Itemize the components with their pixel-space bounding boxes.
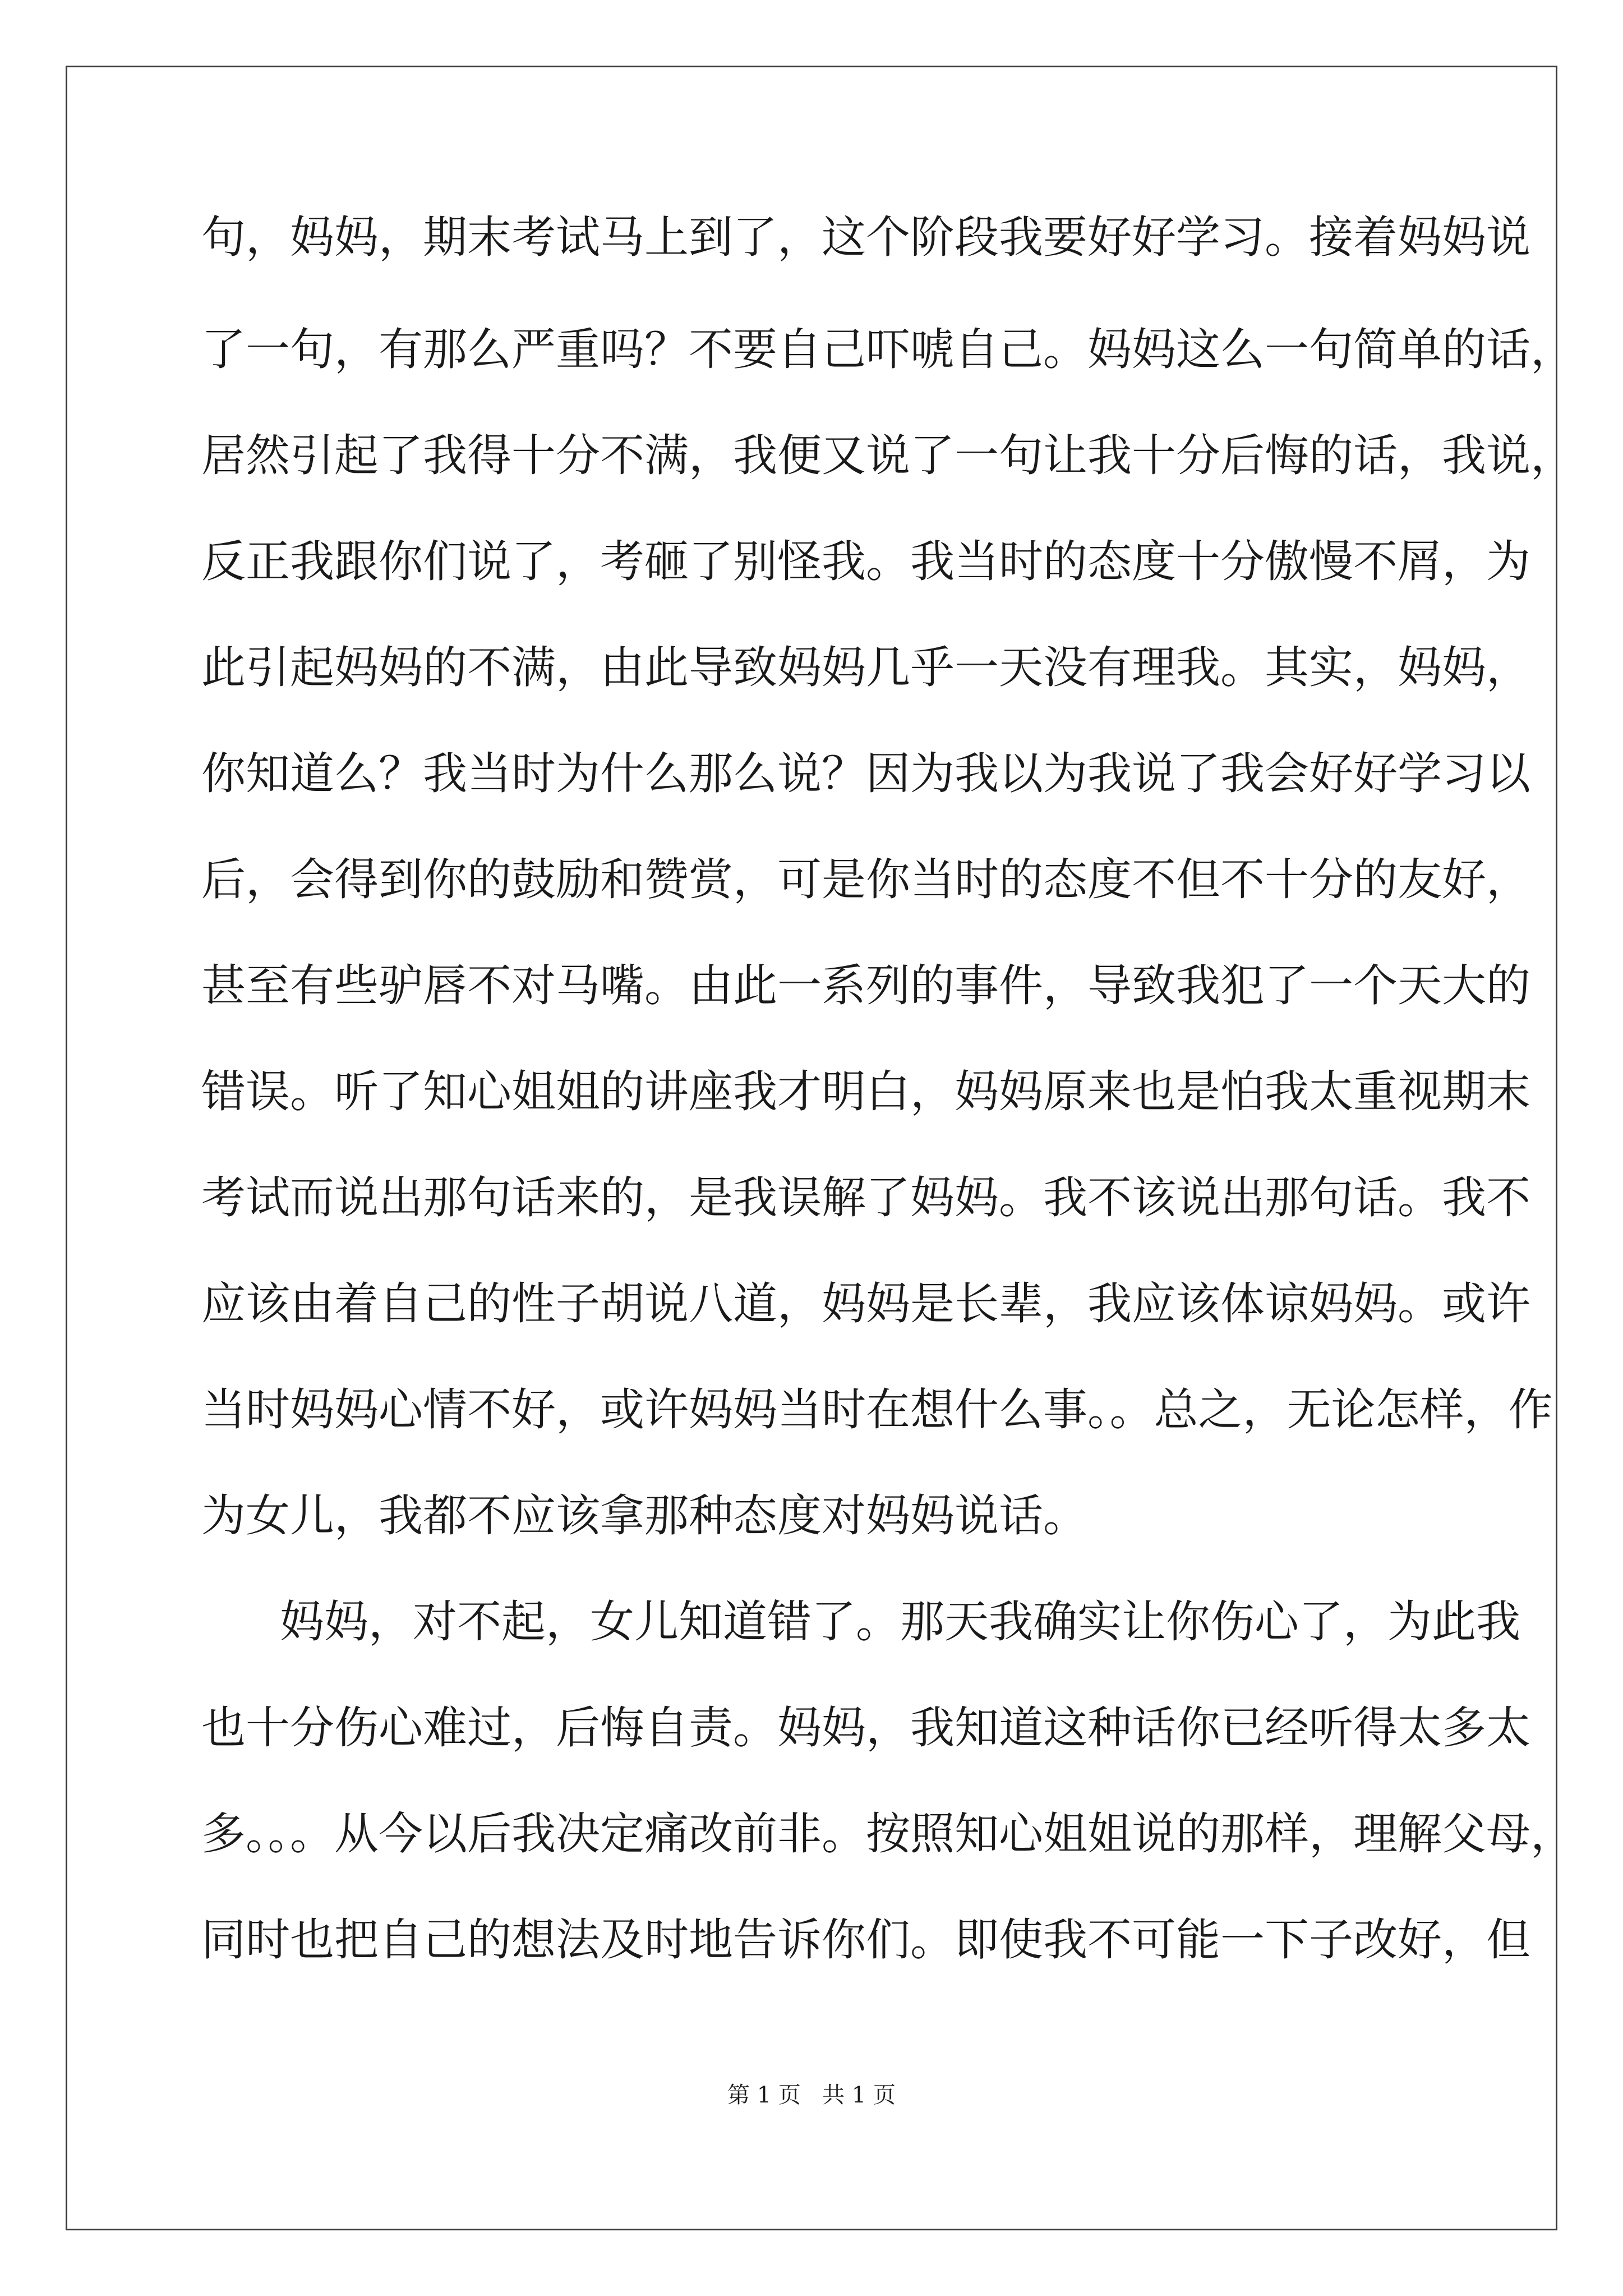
text-line: 错误。听了知心姐姐的讲座我才明白，妈妈原来也是怕我太重视期末 [201, 1066, 1530, 1117]
text-line: 同时也把自己的想法及时地告诉你们。即使我不可能一下子改好，但 [201, 1914, 1530, 1966]
text-line: 考试而说出那句话来的，是我误解了妈妈。我不该说出那句话。我不 [201, 1172, 1530, 1223]
text-line: 应该由着自己的性子胡说八道，妈妈是长辈，我应该体谅妈妈。或许 [201, 1278, 1530, 1329]
text-line: 后，会得到你的鼓励和赞赏，可是你当时的态度不但不十分的友好， [201, 854, 1530, 905]
text-line: 句，妈妈，期末考试马上到了，这个阶段我要好好学习。接着妈妈说 [201, 211, 1530, 263]
text-line: 你知道么？我当时为什么那么说？因为我以为我说了我会好好学习以 [201, 748, 1530, 799]
text-line: 多。。。从今以后我决定痛改前非。按照知心姐姐说的那样，理解父母， [201, 1808, 1575, 1860]
text-line: 了一句，有那么严重吗？不要自己吓唬自己。妈妈这么一句简单的话， [201, 324, 1575, 375]
text-line: 甚至有些驴唇不对马嘴。由此一系列的事件，导致我犯了一个天大的 [201, 960, 1530, 1011]
text-line: 反正我跟你们说了，考砸了别怪我。我当时的态度十分傲慢不屑，为 [201, 536, 1530, 587]
text-line: 此引起妈妈的不满，由此导致妈妈几乎一天没有理我。其实，妈妈， [201, 642, 1530, 693]
text-line: 也十分伤心难过，后悔自责。妈妈，我知道这种话你已经听得太多太 [201, 1702, 1530, 1754]
text-line: 为女儿，我都不应该拿那种态度对妈妈说话。 [201, 1490, 1087, 1542]
page-number-footer: 第 1 页 共 1 页 [727, 2082, 896, 2108]
document-body [201, 195, 1575, 2004]
text-line: 居然引起了我得十分不满，我便又说了一句让我十分后悔的话，我说， [201, 430, 1575, 481]
paragraph-first-line: 妈妈，对不起，女儿知道错了。那天我确实让你伤心了，为此我 [280, 1596, 1520, 1648]
text-line: 当时妈妈心情不好，或许妈妈当时在想什么事。。总之，无论怎样，作 [201, 1384, 1553, 1435]
